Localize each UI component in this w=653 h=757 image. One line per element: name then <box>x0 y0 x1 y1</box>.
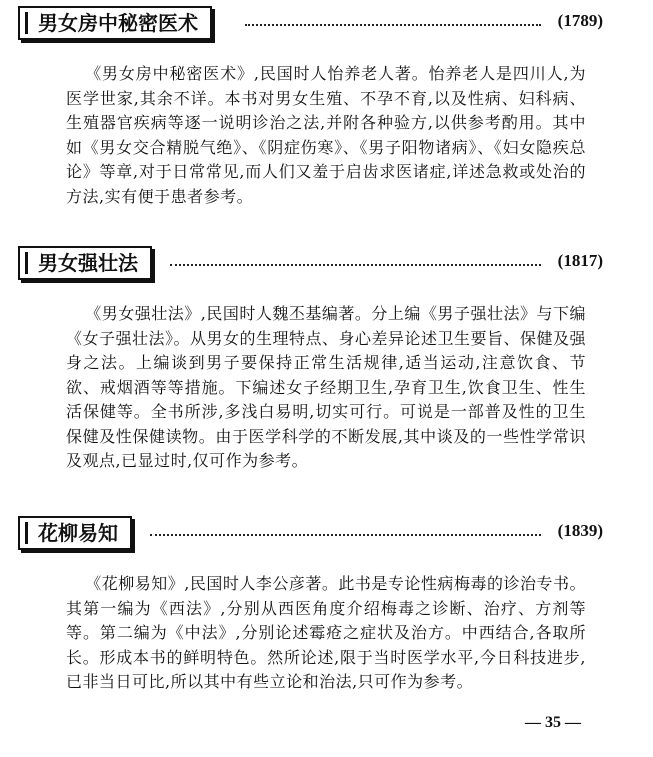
leader-dots <box>170 264 541 266</box>
entry-number: (1839) <box>557 521 603 540</box>
leader-dots <box>150 534 541 536</box>
entry-3 <box>0 516 653 691</box>
page-number: — 35 — <box>525 714 581 731</box>
entry-body: 《花柳易知》,民国时人李公彦著。此书是专论性病梅毒的诊治专书。其第一编为《西法》,分别从西医角度介绍梅毒之诊断、治疗、方剂等等。第二编为《中法》,分别论述霉疮之症状及治方。中西结合,各取所长。形成本书的鲜明特色。然所论述,限于当时医学水平,今日科技进步,已非当日可比,所以其中有些立论和治法,只可作为参考。 <box>66 574 586 691</box>
entry-body: 《男女房中秘密医术》,民国时人怡养老人著。怡养老人是四川人,为医学世家,其余不详。本书对男女生殖、不孕不育,以及性病、妇科病、生殖器官疾病等逐一说明诊治之法,并附各种验方,以供参考酌用。其中如《男女交合精脱气绝》、《阴症伤寒》、《男子阳物诸病》、《妇女隐疾总论》等章,对于日常常见,而人们又羞于启齿求医诸症,详述急救或处治的方法,实有便于患者参考。 <box>66 64 586 206</box>
entry-body: 《男女强壮法》,民国时人魏丕基编著。分上编《男子强壮法》与下编《女子强壮法》。从男女的生理特点、身心差异论述卫生要旨、保健及强身之法。上编谈到男子要保持正常生活规律,适当运动,注意饮食、节欲、戒烟酒等等措施。下编述女子经期卫生,孕育卫生,饮食卫生、性生活保健等。全书所涉,多浅白易明,切实可行。可说是一部普及性的卫生保健及性保健读物。由于医学科学的不断发展,其中谈及的一些性学常识及观点,已显过时,仅可作为参考。 <box>66 304 587 470</box>
entry-header <box>0 6 653 42</box>
entry-header <box>0 246 653 282</box>
entry-2 <box>0 246 653 470</box>
leader-dots <box>245 24 541 26</box>
entry-number: (1817) <box>557 251 603 270</box>
entry-1 <box>0 6 653 206</box>
entry-number: (1789) <box>557 11 603 30</box>
entry-title: 男女强壮法 <box>18 246 152 280</box>
entry-header <box>0 516 653 552</box>
entry-title: 男女房中秘密医术 <box>18 6 212 40</box>
entry-title: 花柳易知 <box>18 516 132 550</box>
